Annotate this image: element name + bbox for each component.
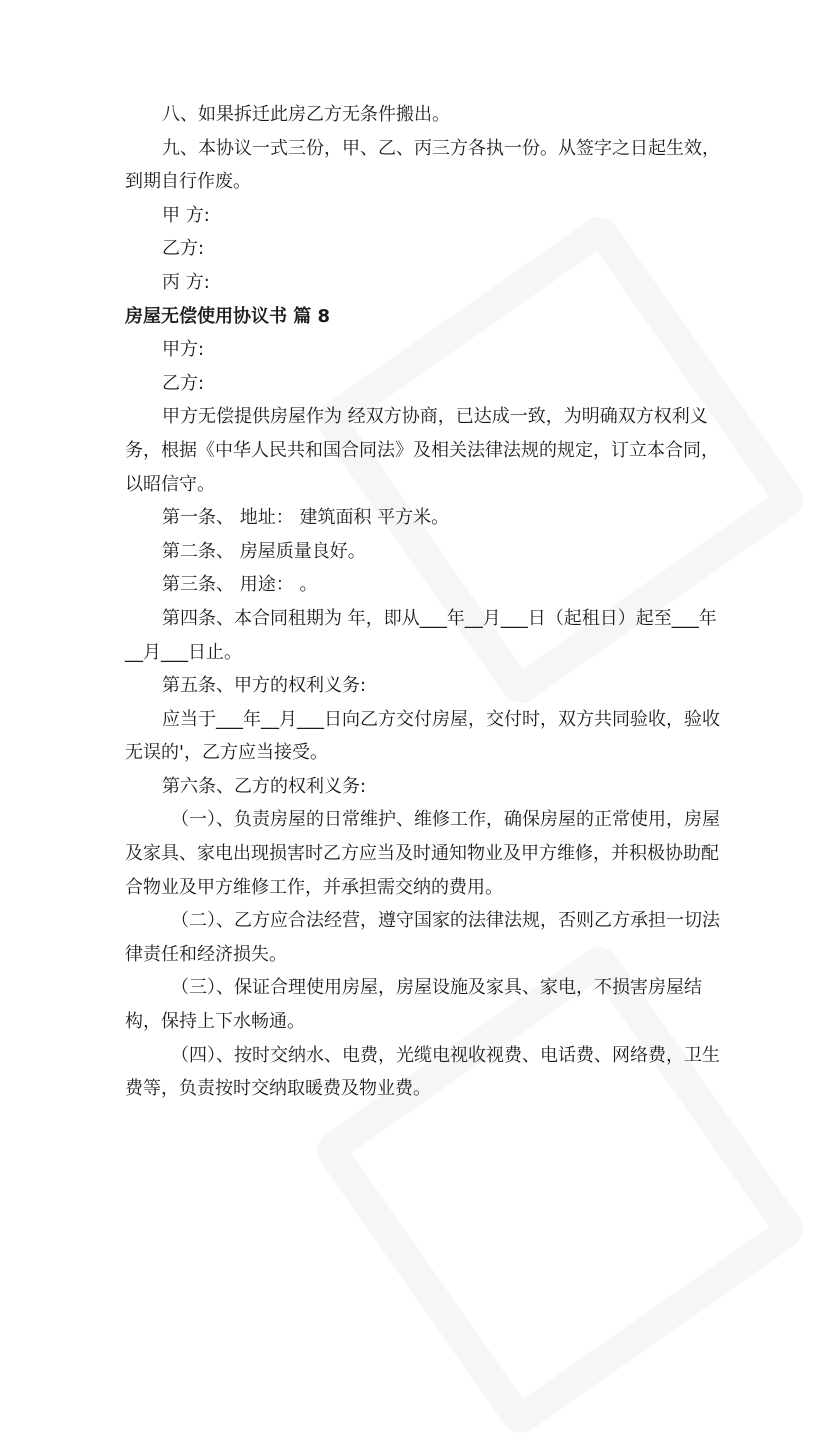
paragraph-clause-8: 八、如果拆迁此房乙方无条件搬出。	[162, 104, 450, 125]
paragraph-preamble: 甲方无偿提供房屋作为 经双方协商，已达成一致，为明确双方权利义务，根据《中华人民共和国合同法》及相关法律法规的规定，订立本合同，以昭信守。	[125, 406, 719, 495]
paragraph-article-4: 第四条、本合同租期为 年，即从___年__月___日（起租日）起至___年__月___日止。	[125, 607, 717, 663]
paragraph-article-6-item-4: （四）、按时交纳水、电费，光缆电视收视费、电话费、网络费，卫生费等，负责按时交纳取暖费及物业费。	[125, 1044, 720, 1100]
paragraph-article-1: 第一条、 地址： 建筑面积 平方米。	[162, 507, 450, 529]
document-body	[125, 98, 725, 1106]
section-heading: 房屋无偿使用协议书 篇 8	[125, 305, 331, 327]
paragraph-article-6: 第六条、乙方的权利义务:	[162, 775, 367, 797]
paragraph-article-6-item-1: （一）、负责房屋的日常维护、维修工作，确保房屋的正常使用，房屋及家具、家电出现损害时乙方应当及时通知物业及甲方维修，并积极协助配合物业及甲方维修工作，并承担需交纳的费用。	[125, 809, 720, 898]
signature-party-c: 丙 方:	[162, 271, 210, 293]
paragraph-article-2: 第二条、 房屋质量良好。	[162, 540, 366, 562]
party-b-label: 乙方:	[162, 372, 205, 394]
paragraph-article-6-item-3: （三）、保证合理使用房屋，房屋设施及家具、家电，不损害房屋结构，保持上下水畅通。	[125, 977, 702, 1033]
paragraph-article-5: 第五条、甲方的权利义务:	[162, 675, 367, 697]
paragraph-article-5-body: 应当于___年__月___日向乙方交付房屋，交付时，双方共同验收，验收无误的'，乙方应当接受。	[125, 708, 720, 764]
paragraph-clause-9: 九、本协议一式三份，甲、乙、丙三方各执一份。从签字之日起生效，到期自行作废。	[125, 137, 720, 193]
party-a-label: 甲方:	[162, 339, 205, 361]
signature-party-a: 甲 方:	[162, 204, 210, 226]
paragraph-article-6-item-2: （二）、乙方应合法经营，遵守国家的法律法规，否则乙方承担一切法律责任和经济损失。	[125, 910, 720, 965]
paragraph-article-3: 第三条、 用途： 。	[162, 574, 318, 596]
signature-party-b: 乙方:	[162, 238, 205, 260]
